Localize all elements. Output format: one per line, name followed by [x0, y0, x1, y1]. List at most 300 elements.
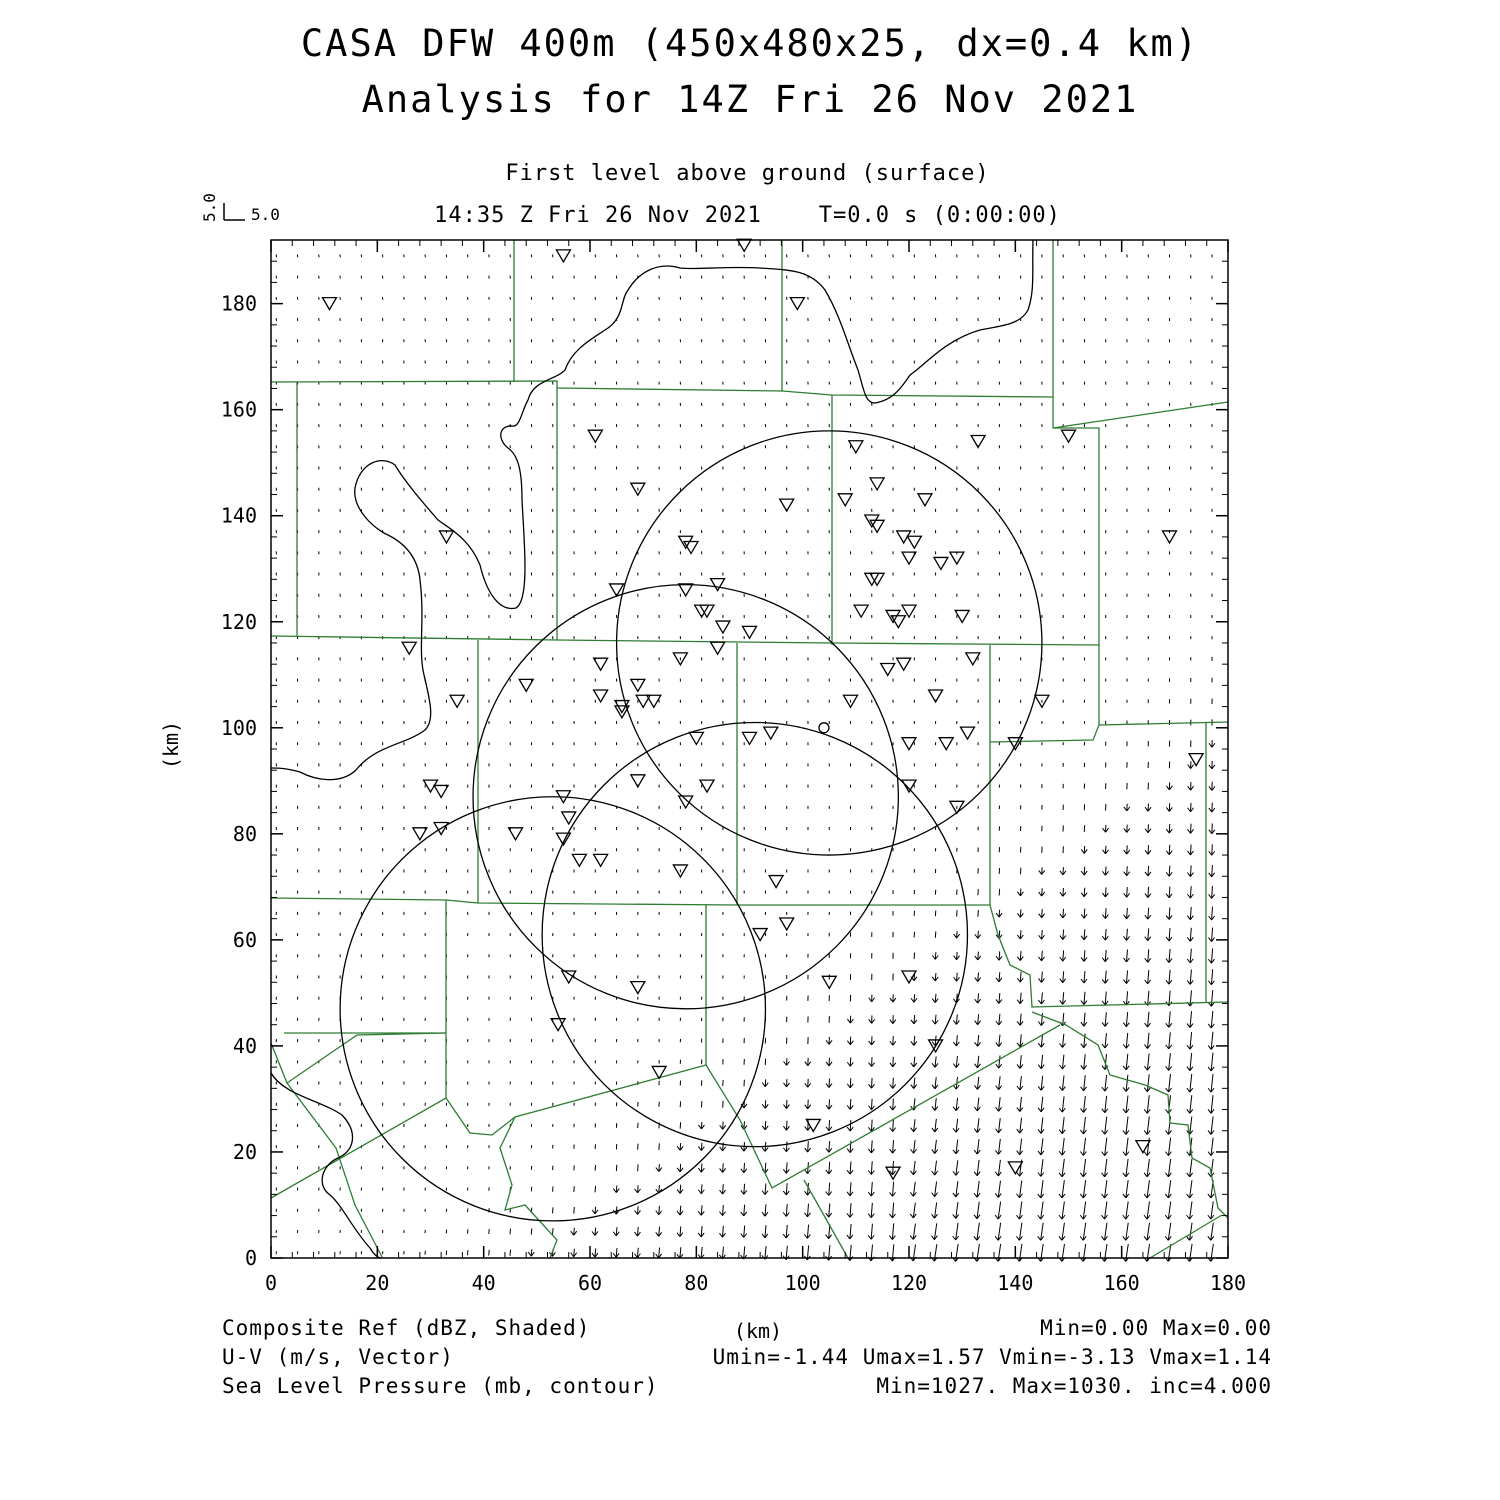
wind-vector — [1187, 907, 1193, 920]
wind-vector — [698, 1143, 704, 1151]
wind-vector — [805, 1100, 811, 1109]
wind-vector — [1017, 909, 1023, 917]
wind-vector — [1166, 866, 1172, 877]
wind-vector — [1080, 1117, 1086, 1134]
wind-vector — [1101, 1244, 1107, 1262]
x-tick-label: 80 — [684, 1271, 709, 1295]
wind-vector — [1144, 1074, 1150, 1091]
wind-vector — [1060, 971, 1066, 982]
wind-vector — [804, 1225, 810, 1239]
wind-vector — [1145, 991, 1151, 1005]
wind-vector — [1080, 1201, 1086, 1219]
wind-vector — [1038, 1223, 1044, 1241]
wind-vector — [868, 1099, 874, 1110]
wind-vector — [1209, 886, 1215, 899]
wind-vector — [784, 1079, 790, 1087]
wind-vector — [1059, 1180, 1065, 1198]
level-subtitle: First level above ground (surface) — [505, 161, 990, 186]
wind-vector — [1144, 1223, 1150, 1241]
wind-vector — [932, 1140, 938, 1154]
wind-vector — [847, 1182, 853, 1195]
wind-vector — [1080, 1244, 1086, 1262]
wind-vector — [1208, 1095, 1214, 1113]
wind-vector — [1102, 950, 1108, 962]
wind-vector — [826, 1162, 832, 1174]
county-line — [557, 388, 1053, 397]
domain-center-marker — [819, 723, 829, 733]
wind-vector — [1102, 1180, 1108, 1198]
analysis-time-title: Analysis for 14Z Fri 26 Nov 2021 — [361, 78, 1139, 121]
wind-vector — [974, 1077, 980, 1090]
station-marker — [631, 982, 645, 994]
wind-vector — [1209, 782, 1215, 791]
wind-vector — [1144, 1033, 1150, 1049]
wind-vector — [805, 1079, 811, 1087]
wind-vector — [911, 1057, 917, 1067]
wind-vector — [953, 1098, 959, 1111]
wind-vector — [1080, 1180, 1086, 1198]
wind-vector — [634, 1248, 640, 1258]
station-marker — [907, 536, 921, 548]
wind-vector — [890, 1098, 896, 1110]
station-marker — [769, 876, 783, 888]
wind-vector — [826, 1058, 832, 1066]
y-tick-label: 140 — [220, 503, 257, 528]
wind-vector — [656, 1247, 662, 1257]
wind-vector — [1188, 782, 1194, 790]
reference-vector-u-label: 5.0 — [251, 205, 280, 224]
wind-vector — [1039, 909, 1045, 918]
wind-vector — [1060, 950, 1066, 961]
wind-vector — [1081, 888, 1087, 897]
wind-vector — [1101, 1223, 1107, 1241]
wind-vector — [869, 995, 875, 1002]
wind-vector — [783, 1100, 789, 1109]
wind-vector — [528, 1249, 534, 1256]
wind-vector — [698, 1164, 704, 1173]
y-tick-label: 0 — [244, 1246, 257, 1270]
wind-vector — [1123, 970, 1129, 983]
wind-vector — [1123, 1223, 1129, 1241]
wind-vector — [889, 1203, 895, 1218]
wind-vector — [1080, 1159, 1086, 1177]
y-tick-label: 180 — [220, 291, 257, 316]
wind-vector — [914, 952, 915, 959]
wind-vector — [720, 1184, 726, 1194]
county-line — [706, 1025, 1060, 1188]
wind-vector — [1017, 889, 1023, 896]
field3-stats: Min=1027. Max=1030. inc=4.000 — [876, 1374, 1272, 1398]
wind-vector — [890, 1057, 896, 1067]
station-marker — [594, 854, 608, 866]
county-line — [271, 381, 557, 640]
wind-vector — [1165, 1138, 1171, 1156]
wind-vector — [975, 1035, 981, 1046]
x-tick-label: 140 — [997, 1271, 1034, 1295]
x-tick-label: 120 — [890, 1271, 928, 1295]
county-line — [1053, 402, 1228, 428]
wind-vector — [1166, 886, 1172, 897]
wind-vector — [1123, 1054, 1129, 1070]
wind-vector — [1102, 908, 1108, 918]
wind-vector — [1145, 928, 1151, 940]
station-marker — [918, 494, 932, 506]
wind-vector — [847, 1099, 853, 1109]
county-line — [271, 898, 990, 905]
wind-vector — [1123, 1012, 1129, 1027]
wind-vector — [1208, 1244, 1214, 1262]
wind-vector — [592, 1228, 598, 1236]
wind-vector — [1060, 888, 1066, 896]
wind-vector — [1102, 867, 1108, 876]
y-tick-label: 40 — [232, 1033, 257, 1058]
wind-vector — [1165, 1180, 1171, 1198]
wind-vector — [1123, 1159, 1129, 1177]
wind-vector — [1059, 1138, 1065, 1155]
wind-vector — [932, 994, 938, 1003]
wind-vector — [1102, 1096, 1108, 1113]
wind-vector — [1145, 908, 1151, 920]
wind-vector — [592, 1248, 598, 1257]
wind-vector — [1165, 1201, 1171, 1219]
wind-vector — [890, 1036, 896, 1045]
wind-vector — [1186, 1244, 1192, 1262]
wind-vector — [995, 1139, 1001, 1154]
x-tick-label: 160 — [1103, 1271, 1140, 1295]
wind-vector — [1081, 992, 1087, 1005]
wind-vector — [1209, 865, 1215, 877]
wind-vector — [1124, 908, 1130, 919]
wind-vector — [719, 1226, 725, 1237]
wind-vector — [1209, 761, 1215, 769]
wind-vector — [890, 994, 896, 1002]
wind-vector — [1102, 1201, 1108, 1219]
wind-vector — [975, 972, 981, 981]
wind-vector — [1208, 1011, 1214, 1028]
wind-vector — [1017, 1014, 1023, 1026]
station-marker — [897, 658, 911, 670]
wind-vector — [805, 1058, 811, 1066]
wind-vector — [1123, 1244, 1129, 1262]
wind-vector — [953, 1202, 959, 1218]
wind-vector-field — [276, 254, 1215, 1261]
wind-vector — [1039, 951, 1045, 961]
wind-vector — [1123, 950, 1129, 962]
wind-vector — [1102, 846, 1108, 854]
wind-vector — [656, 1206, 662, 1215]
wind-vector — [719, 1247, 725, 1259]
wind-vector — [996, 1014, 1002, 1025]
wind-vector — [826, 1141, 832, 1152]
wind-vector — [995, 1202, 1001, 1219]
wind-vector — [1166, 907, 1172, 919]
valid-time-label: 14:35 Z Fri 26 Nov 2021 T=0.0 s (0:00:00) — [434, 203, 1061, 228]
wind-vector — [1059, 1117, 1065, 1133]
station-marker — [790, 298, 804, 310]
wind-vector — [932, 1015, 938, 1024]
wind-vector — [656, 1164, 662, 1171]
wind-vector — [1081, 929, 1087, 940]
x-axis-ticks — [265, 240, 1246, 1295]
station-marker — [322, 298, 336, 310]
wind-vector — [932, 1182, 938, 1197]
wind-vector — [1060, 867, 1066, 875]
x-tick-label: 0 — [264, 1271, 278, 1295]
wind-vector — [975, 1014, 981, 1025]
wind-vector — [869, 1057, 875, 1066]
station-marker — [960, 727, 974, 739]
station-marker — [838, 494, 852, 506]
wind-vector — [1145, 1012, 1151, 1027]
wind-vector — [995, 1244, 1001, 1262]
wind-vector — [1144, 1053, 1150, 1070]
wind-vector — [1124, 929, 1130, 941]
wind-vector — [1038, 992, 1044, 1004]
county-line — [271, 1043, 382, 1257]
wind-vector — [677, 1185, 683, 1194]
wind-vector — [890, 1182, 896, 1197]
wind-vector — [1166, 845, 1172, 855]
wind-vector — [1187, 845, 1193, 855]
wind-vector — [783, 1204, 789, 1216]
wind-vector — [954, 931, 960, 938]
wind-vector — [1081, 846, 1087, 853]
station-marker — [881, 663, 895, 675]
field1-stats: Min=0.00 Max=0.00 — [1040, 1316, 1272, 1340]
wind-vector — [974, 1139, 980, 1154]
wind-vector — [826, 1183, 832, 1196]
wind-vector — [890, 1015, 896, 1023]
wind-vector — [1081, 1054, 1087, 1069]
wind-vector — [868, 1224, 874, 1240]
wind-vector — [677, 1247, 683, 1258]
wind-vector — [1038, 1118, 1044, 1134]
wind-vector — [1208, 990, 1214, 1006]
wind-vector — [1123, 1033, 1129, 1048]
wind-vector — [911, 1036, 917, 1046]
wind-vector — [1209, 907, 1215, 920]
station-marker — [450, 695, 464, 707]
wind-vector — [889, 1223, 895, 1239]
wind-vector — [1017, 972, 1023, 982]
field2-label: U-V (m/s, Vector) — [222, 1345, 454, 1369]
wind-vector — [1123, 991, 1129, 1005]
wind-vector — [677, 1226, 683, 1236]
wind-vector — [510, 1250, 511, 1256]
wind-vector — [1081, 1075, 1087, 1091]
wind-vector — [847, 1016, 853, 1023]
wind-vector — [975, 952, 981, 960]
wind-vector — [1166, 970, 1172, 984]
station-marker — [556, 250, 570, 262]
wind-vector — [1059, 1201, 1065, 1219]
station-marker — [711, 642, 725, 654]
county-line — [1032, 1012, 1228, 1218]
y-tick-label: 80 — [232, 821, 257, 846]
wind-vector — [1060, 930, 1066, 940]
wind-vector — [783, 1225, 789, 1238]
wind-vector — [1123, 1116, 1129, 1134]
wind-vector — [1166, 949, 1172, 963]
wind-vector — [1144, 1095, 1150, 1113]
wind-vector — [953, 1160, 959, 1175]
wind-vector — [762, 1204, 768, 1216]
wind-vector — [1059, 1244, 1065, 1262]
wind-vector — [1124, 866, 1130, 875]
wind-vector — [531, 1228, 532, 1234]
wind-vector — [1038, 1138, 1044, 1155]
wind-vector — [1102, 1075, 1108, 1091]
wind-vector — [847, 1224, 853, 1239]
wind-vector — [720, 1122, 726, 1130]
wind-vector — [932, 1098, 938, 1110]
wind-vector — [1016, 1223, 1022, 1241]
wind-vector — [890, 1140, 896, 1153]
station-marker — [679, 536, 693, 548]
wind-vector — [1123, 1180, 1129, 1198]
wind-vector — [1123, 1096, 1129, 1113]
wind-vector — [677, 1206, 683, 1216]
wind-vector — [1145, 803, 1151, 811]
wind-vector — [613, 1227, 619, 1236]
y-tick-label: 160 — [220, 397, 257, 422]
wind-vector — [826, 1099, 832, 1109]
wind-vector — [932, 952, 938, 959]
wind-vector — [656, 1227, 662, 1237]
wind-vector — [1165, 1116, 1171, 1134]
wind-vector — [1188, 761, 1194, 768]
wind-vector — [1144, 1159, 1150, 1177]
x-tick-label: 180 — [1209, 1271, 1247, 1295]
wind-vector — [996, 993, 1002, 1003]
plot-title: CASA DFW 400m (450x480x25, dx=0.4 km) — [300, 22, 1200, 65]
wind-vector — [1038, 1097, 1044, 1112]
wind-vector — [974, 1202, 980, 1219]
wind-vector — [1187, 1032, 1193, 1049]
wind-vector — [847, 1203, 853, 1217]
reference-vector-v-label: 5.0 — [200, 193, 219, 222]
wind-vector — [1016, 1244, 1022, 1262]
wind-vector — [1145, 866, 1151, 876]
wind-vector — [1144, 1244, 1150, 1262]
wind-vector — [1208, 948, 1214, 963]
wind-vector — [741, 1246, 747, 1259]
wind-vector — [698, 1205, 704, 1215]
wind-vector — [720, 1163, 726, 1172]
wind-vector — [634, 1227, 640, 1236]
wind-vector — [1038, 972, 1044, 983]
x-tick-label: 100 — [784, 1271, 821, 1295]
wind-vector — [911, 1140, 917, 1153]
wind-vector — [1059, 1096, 1065, 1112]
wind-vector — [974, 1223, 980, 1241]
wind-vector — [953, 973, 959, 982]
wind-vector — [1039, 930, 1045, 939]
wind-vector — [1144, 1180, 1150, 1198]
wind-vector — [996, 1056, 1002, 1069]
wind-vector — [911, 1015, 917, 1024]
wind-vector — [1187, 1223, 1193, 1241]
wind-vector — [826, 1037, 832, 1044]
wind-vector — [953, 1119, 959, 1133]
wind-vector — [1038, 1244, 1044, 1262]
wind-vector — [996, 1118, 1002, 1133]
wind-vector — [1187, 928, 1193, 941]
wind-vector — [762, 1121, 768, 1130]
wind-vector — [677, 1164, 683, 1172]
wind-vector — [1166, 1012, 1172, 1028]
wind-vector — [932, 1056, 938, 1067]
wind-vector — [1209, 844, 1215, 855]
wind-vector — [1123, 1138, 1129, 1156]
wind-vector — [1017, 1180, 1023, 1197]
field3-label: Sea Level Pressure (mb, contour) — [222, 1374, 659, 1398]
pressure-contour — [528, 240, 1033, 403]
wind-vector — [932, 1202, 938, 1218]
wind-vector — [1017, 951, 1023, 961]
wind-vector — [932, 1119, 938, 1132]
wind-vector — [1166, 928, 1172, 941]
wind-vector — [1060, 909, 1066, 918]
wind-vector — [1017, 1076, 1023, 1090]
wind-vector — [1124, 887, 1130, 897]
wind-vector — [1124, 804, 1130, 811]
wind-vector — [1187, 1159, 1193, 1177]
wind-vector — [783, 1183, 789, 1195]
wind-vector — [1187, 865, 1193, 876]
wind-vector — [1208, 1223, 1214, 1241]
wind-vector — [974, 1244, 980, 1262]
wind-vector — [1059, 1223, 1065, 1241]
wind-vector — [868, 1140, 874, 1153]
wind-vector — [1039, 867, 1045, 874]
wind-vector — [1081, 908, 1087, 918]
wind-vector — [1187, 1011, 1193, 1027]
wind-vector — [1081, 950, 1087, 961]
county-line — [990, 905, 1228, 1007]
wind-vector — [1102, 1117, 1108, 1135]
wind-vector — [571, 1228, 577, 1235]
wind-vector — [762, 1225, 768, 1238]
wind-vector — [698, 1122, 704, 1129]
county-line — [271, 636, 1099, 645]
wind-vector — [1059, 1076, 1065, 1091]
wind-vector — [1208, 1201, 1214, 1219]
wind-vector — [783, 1162, 789, 1173]
wind-vector — [931, 1223, 937, 1239]
wind-vector — [995, 1181, 1001, 1198]
wind-vector — [698, 1247, 704, 1259]
wind-vector — [1038, 1076, 1044, 1090]
wind-vector — [953, 1056, 959, 1067]
wind-vector — [1038, 1180, 1044, 1198]
wind-vector — [1145, 887, 1151, 898]
station-marker — [572, 854, 586, 866]
wind-vector — [1124, 825, 1130, 833]
wind-vector — [698, 1184, 704, 1193]
wind-vector — [975, 1056, 981, 1068]
wind-vector — [1060, 1034, 1066, 1048]
station-marker — [865, 515, 879, 527]
wind-vector — [1166, 782, 1172, 789]
x-tick-label: 40 — [471, 1271, 496, 1295]
wind-vector — [1208, 1053, 1214, 1071]
wind-vector — [1017, 1034, 1023, 1046]
wind-vector — [574, 1207, 575, 1214]
y-tick-label: 20 — [232, 1139, 257, 1164]
wind-vector — [953, 1014, 959, 1024]
station-marker — [897, 531, 911, 543]
